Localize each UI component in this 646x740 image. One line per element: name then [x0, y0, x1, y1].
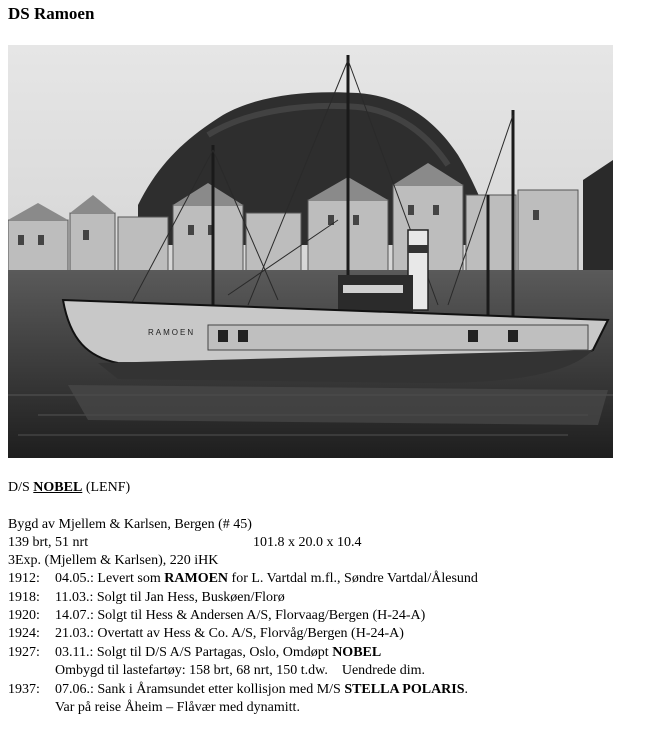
history-year: 1920: [8, 608, 40, 623]
history-row [8, 607, 425, 624]
history-date: 03.11.: [55, 645, 94, 660]
tonnage: 139 brt, 51 nrt [8, 535, 89, 550]
engine-info: 3Exp. (Mjellem & Karlsen), 220 iHK [8, 553, 219, 568]
ship-name: NOBEL [33, 480, 83, 495]
page-title: DS Ramoen [8, 4, 95, 23]
voyage-note: Var på reise Åheim – Flåvær med dynamitt. [55, 700, 300, 715]
tonnage-row [8, 534, 608, 551]
history-date: 21.03.: [55, 626, 94, 641]
history-text: Solgt til D/S A/S Partagas, Oslo, Omdøpt [96, 645, 329, 660]
history-year: 1937: [8, 682, 40, 697]
history-text: Levert som [97, 571, 161, 586]
history-year: 1912: [8, 571, 40, 586]
history-year: 1927: [8, 645, 40, 660]
call-sign: (LENF) [85, 480, 131, 495]
history-text: Solgt til Jan Hess, Buskøen/Florø [96, 590, 285, 605]
history-text: Overtatt av Hess & Co. A/S, Florvåg/Bergen (H-24-A) [97, 626, 404, 641]
history-row [8, 644, 381, 661]
ship-prefix: D/S [8, 480, 30, 495]
history-bold: RAMOEN [164, 571, 229, 586]
history-date: 07.06.: [55, 682, 94, 697]
history-year: 1918: [8, 590, 40, 605]
history-date: 04.05.: [55, 571, 94, 586]
rebuilt-note: Ombygd til lastefartøy: 158 brt, 68 nrt, 150 t.dw. Uendrede dim. [55, 663, 426, 678]
history-date: 14.07.: [55, 608, 94, 623]
ship-heading [8, 479, 130, 496]
dimensions: 101.8 x 20.0 x 10.4 [253, 535, 362, 550]
history-text-end: . [464, 682, 469, 697]
history-row [8, 589, 285, 606]
history-bold: STELLA POLARIS [344, 682, 465, 697]
history-text-end: for L. Vartdal m.fl., Søndre Vartdal/Ålesund [231, 571, 478, 586]
history-date: 11.03.: [55, 590, 94, 605]
history-row [8, 570, 478, 587]
hull-name: RAMOEN [148, 328, 196, 337]
history-bold: NOBEL [332, 645, 382, 660]
history-text: Sank i Åramsundet etter kollisjon med M/S [97, 682, 341, 697]
history-row [8, 681, 468, 698]
history-text: Solgt til Hess & Andersen A/S, Florvaag/Bergen (H-24-A) [97, 608, 426, 623]
ship-photo [8, 45, 613, 458]
built-info: Bygd av Mjellem & Karlsen, Bergen (# 45) [8, 517, 252, 532]
history-row [8, 625, 404, 642]
history-year: 1924: [8, 626, 40, 641]
